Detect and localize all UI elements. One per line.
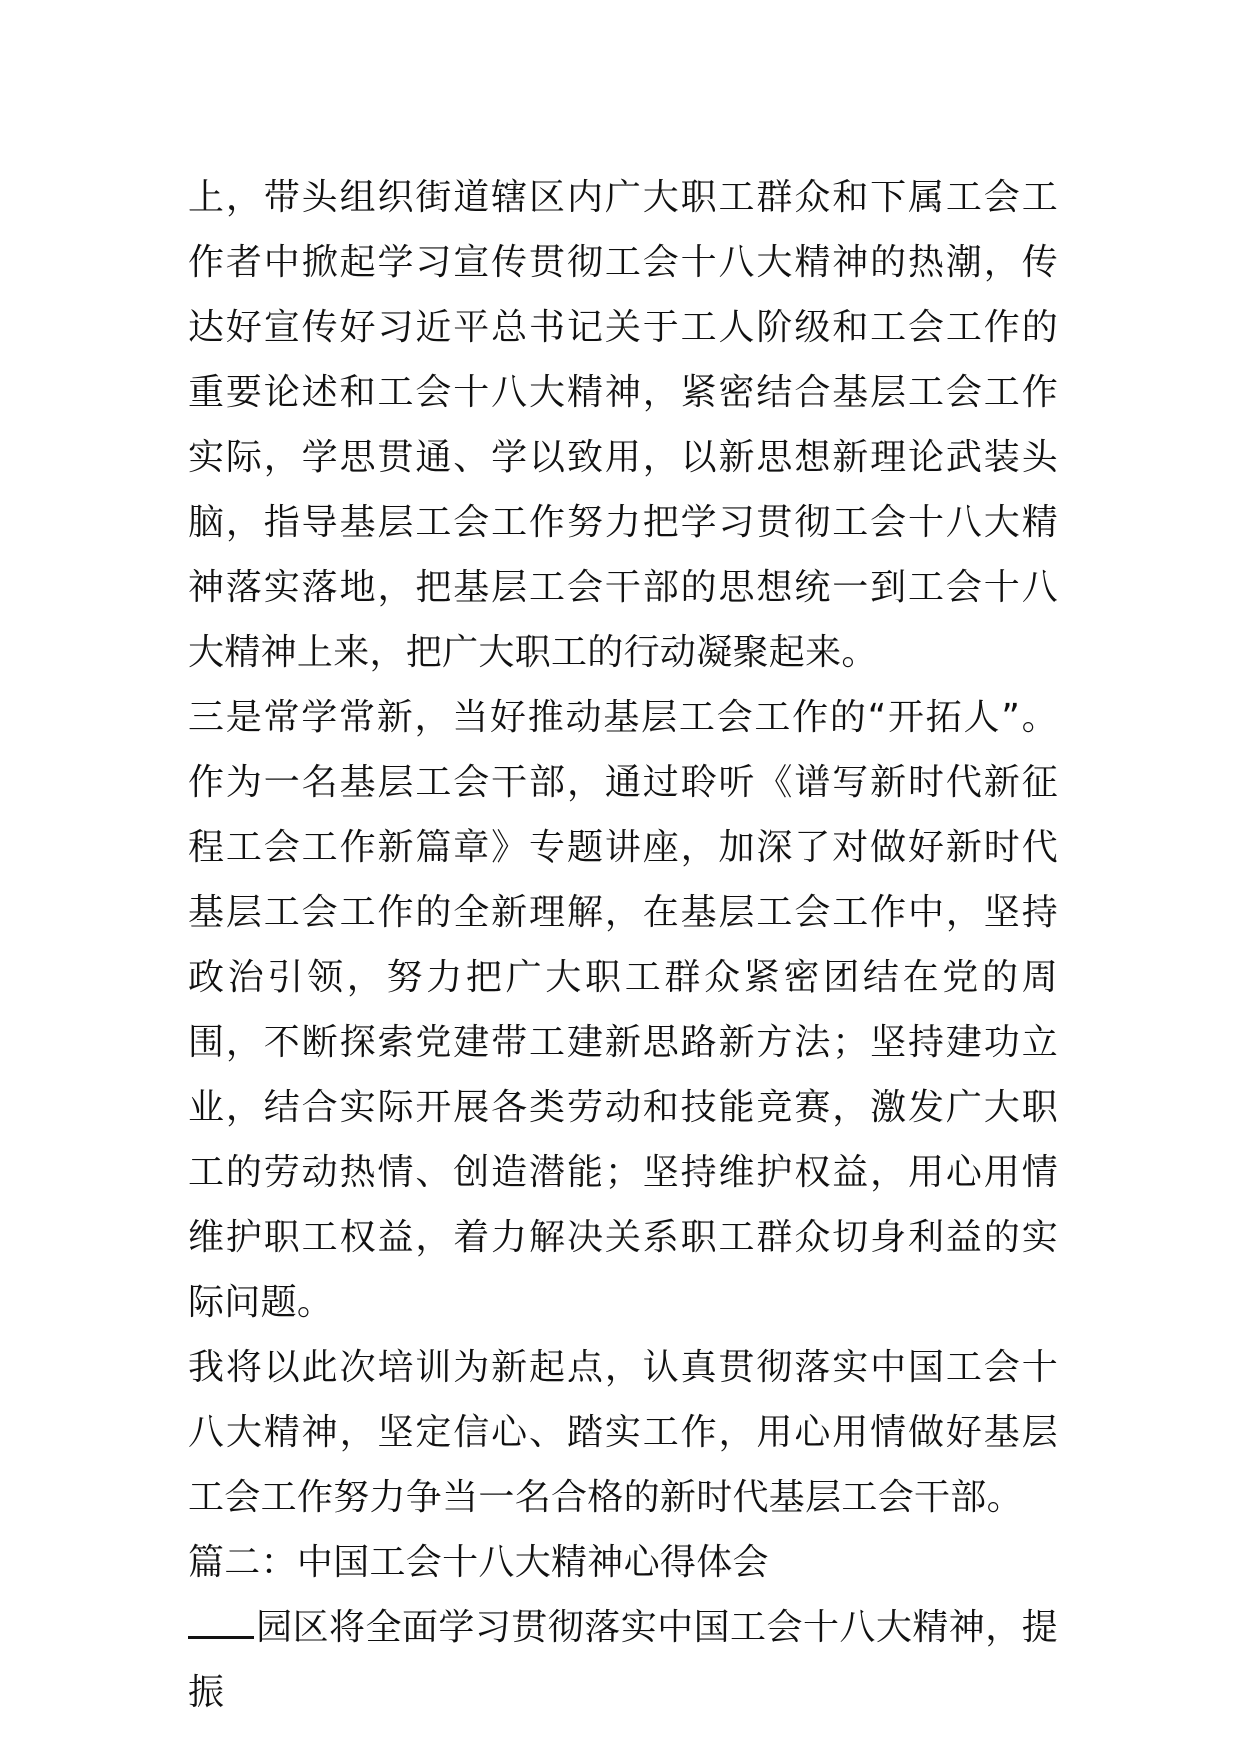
paragraph-3: 我将以此次培训为新起点，认真贯彻落实中国工会十八大精神，坚定信心、踏实工作，用心用情做好基层工会工作努力争当一名合格的新时代基层工会干部。 [188, 1347, 1058, 1518]
fill-in-blank [188, 1606, 254, 1639]
paragraph-4 [188, 1595, 1058, 1725]
document-body [188, 165, 1058, 1725]
paragraph-4-text: 园区将全面学习贯彻落实中国工会十八大精神，提振 [188, 1607, 1058, 1713]
section-heading: 篇二：中国工会十八大精神心得体会 [188, 1542, 769, 1583]
paragraph-1: 上，带头组织街道辖区内广大职工群众和下属工会工作者中掀起学习宣传贯彻工会十八大精神的热潮，传达好宣传好习近平总书记关于工人阶级和工会工作的重要论述和工会十八大精神，紧密结合基层工会工作实际，学思贯通、学以致用，以新思想新理论武装头脑，指导基层工会工作努力把学习贯彻工会十八大精神落实落地，把基层工会干部的思想统一到工会十八大精神上来，把广大职工的行动凝聚起来。 [188, 177, 1058, 673]
paragraph-2: 三是常学常新，当好推动基层工会工作的“开拓人”。作为一名基层工会干部，通过聆听《谱写新时代新征程工会工作新篇章》专题讲座，加深了对做好新时代基层工会工作的全新理解，在基层工会工作中，坚持政治引领，努力把广大职工群众紧密团结在党的周围，不断探索党建带工建新思路新方法；坚持建功立业，结合实际开展各类劳动和技能竞赛，激发广大职工的劳动热情、创造潜能；坚持维护权益，用心用情维护职工权益，着力解决关系职工群众切身利益的实际问题。 [188, 697, 1058, 1323]
